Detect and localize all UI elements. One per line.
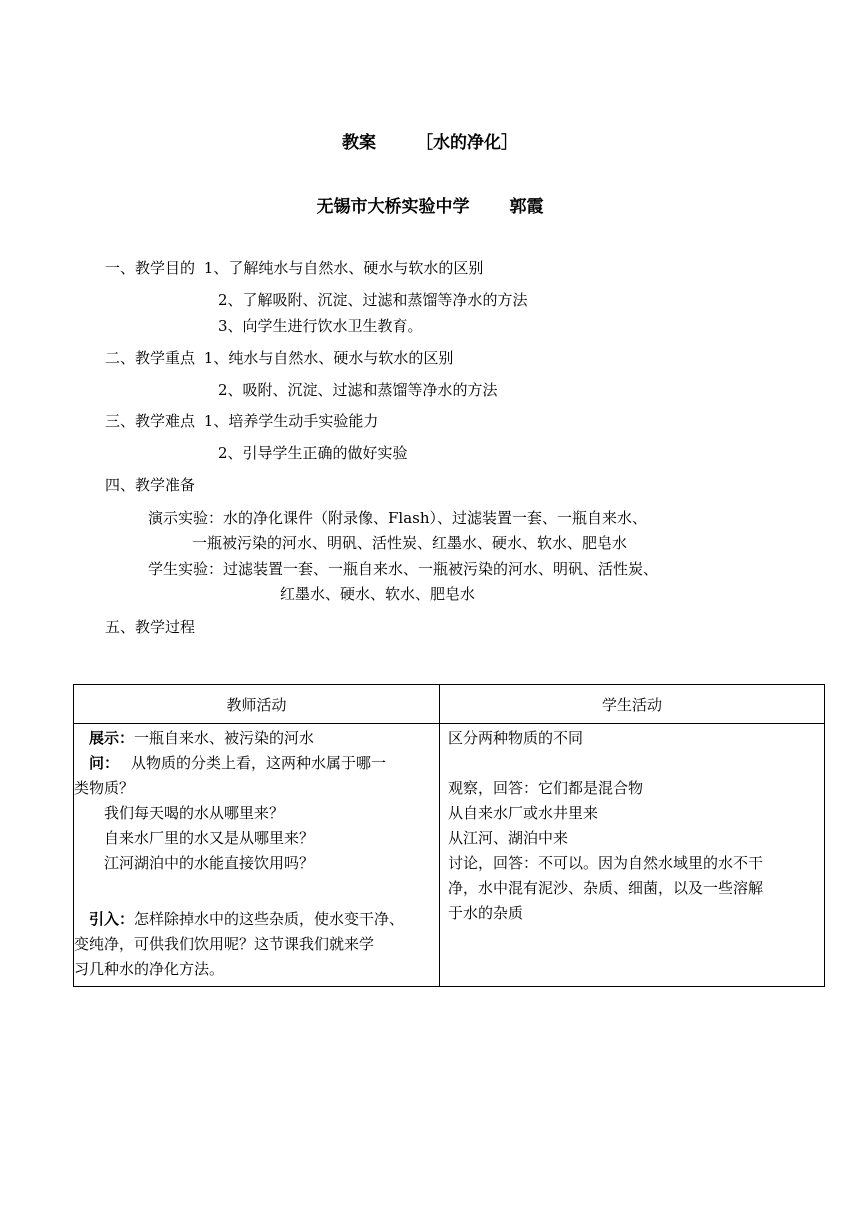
table-row [74, 724, 825, 987]
student-activity-cell [440, 724, 825, 987]
author-name: 郭霞 [509, 197, 544, 217]
question-line: 江河湖泊中的水能直接饮用吗？ [104, 854, 315, 872]
title-left: 教案 [342, 133, 376, 153]
student-answer: 讨论，回答：不可以。因为自然水域里的水不干 [448, 854, 764, 872]
goals-label: 一、教学目的 [105, 259, 196, 277]
demo-experiment-line: 演示实验：水的净化课件（附录像、Flash）、过滤装置一套、一瓶自来水、 [148, 509, 648, 527]
ask-text: 从物质的分类上看，这两种水属于哪一 [131, 754, 387, 772]
goals-line-1 [105, 258, 483, 278]
difficulties-label: 三、教学难点 [105, 412, 196, 430]
header-teacher-activity: 教师活动 [74, 685, 440, 724]
table-header-row [74, 685, 825, 724]
intro-line: 变纯净，可供我们饮用呢？这节课我们就来学 [74, 935, 375, 953]
student-answer: 于水的杂质 [448, 904, 524, 922]
difficulty-item: 1、培养学生动手实验能力 [203, 412, 379, 430]
teacher-activity-cell [74, 724, 440, 987]
student-answer: 净，水中混有泥沙、杂质、细菌，以及一些溶解 [448, 879, 764, 897]
header-student-activity: 学生活动 [440, 685, 825, 724]
key-points-line-1 [105, 348, 453, 368]
demo-experiment-line: 一瓶被污染的河水、明矾、活性炭、红墨水、硬水、软水、肥皂水 [192, 534, 628, 552]
question-line: 自来水厂里的水又是从哪里来？ [104, 829, 315, 847]
key-points-label: 二、教学重点 [105, 349, 196, 367]
activity-table [73, 684, 825, 987]
difficulty-item: 2、引导学生正确的做好实验 [218, 444, 408, 462]
ask-line [89, 751, 433, 776]
ask-text-cont: 类物质？ [74, 779, 135, 797]
intro-text: 怎样除掉水中的这些杂质，使水变干净、 [134, 910, 405, 928]
intro-label: 引入： [89, 910, 135, 928]
intro-line [89, 907, 433, 932]
student-answer: 从自来水厂或水井里来 [448, 804, 599, 822]
goal-item: 1、了解纯水与自然水、硬水与软水的区别 [203, 259, 484, 277]
title-right: ［水的净化］ [416, 133, 518, 153]
goal-item: 2、了解吸附、沉淀、过滤和蒸馏等净水的方法 [218, 291, 528, 309]
preparation-label: 四、教学准备 [105, 476, 196, 494]
difficulties-line-1 [105, 411, 378, 431]
school-name: 无锡市大桥实验中学 [316, 197, 470, 217]
show-text: 一瓶自来水、被污染的河水 [134, 729, 315, 747]
goal-item: 3、向学生进行饮水卫生教育。 [218, 317, 423, 335]
student-answer: 区分两种物质的不同 [448, 729, 584, 747]
process-label: 五、教学过程 [105, 618, 196, 636]
show-line [89, 726, 433, 751]
student-experiment-line: 学生实验：过滤装置一套、一瓶自来水、一瓶被污染的河水、明矾、活性炭、 [148, 560, 659, 578]
key-point-item: 2、吸附、沉淀、过滤和蒸馏等净水的方法 [218, 381, 498, 399]
author-line [0, 192, 860, 217]
key-point-item: 1、纯水与自然水、硬水与软水的区别 [203, 349, 454, 367]
ask-label: 问： [89, 754, 120, 772]
student-answer: 从江河、湖泊中来 [448, 829, 569, 847]
question-line: 我们每天喝的水从哪里来？ [104, 804, 285, 822]
document-title [0, 128, 860, 153]
show-label: 展示： [89, 729, 135, 747]
student-answer: 观察，回答：它们都是混合物 [448, 779, 644, 797]
student-experiment-line: 红墨水、硬水、软水、肥皂水 [280, 585, 476, 603]
intro-line: 习几种水的净化方法。 [74, 960, 225, 978]
